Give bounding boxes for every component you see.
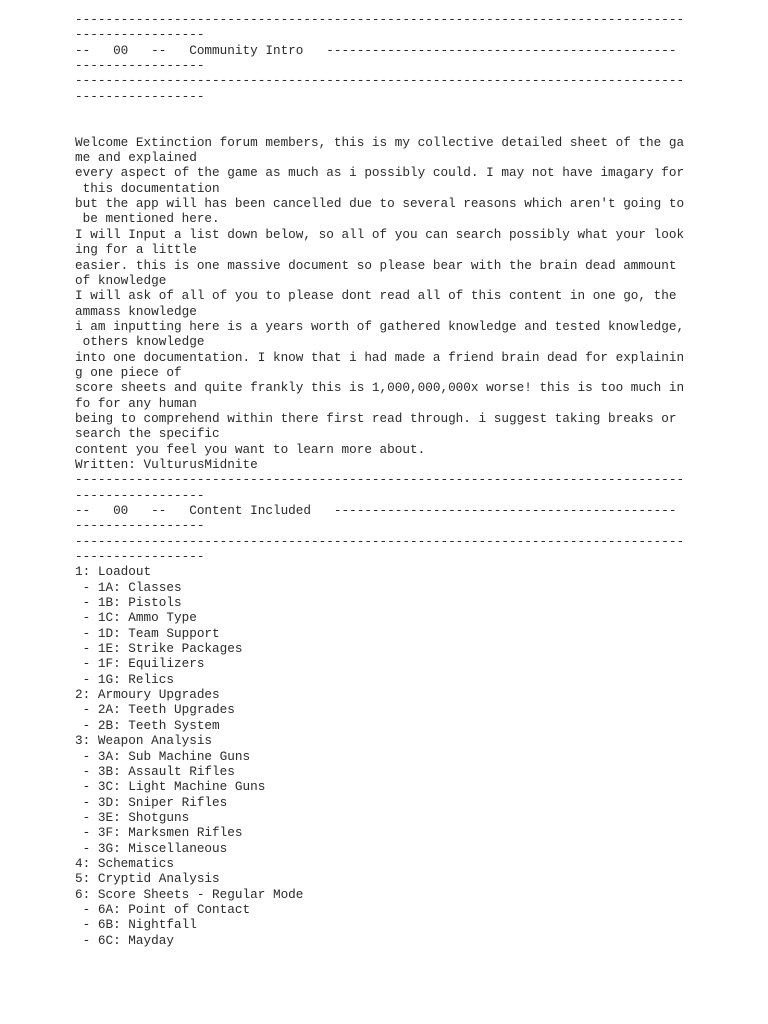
- toc-section-item: 6: Score Sheets - Regular Mode: [75, 886, 304, 902]
- text-line: Welcome Extinction forum members, this is my collective detailed sheet of the ga: [75, 134, 685, 150]
- document-body: [75, 12, 755, 948]
- toc-section-item: 5: Cryptid Analysis: [75, 871, 220, 887]
- toc-subsection-item: - 1G: Relics: [75, 671, 174, 687]
- separator-line: --------------------------------------------------------------------------------: [75, 73, 685, 89]
- text-line: content you feel you want to learn more about.: [75, 441, 426, 457]
- text-line: being to comprehend within there first read through. i suggest taking breaks or: [75, 410, 677, 426]
- toc-subsection-item: - 3G: Miscellaneous: [75, 840, 228, 856]
- toc-subsection-item: - 6C: Mayday: [75, 932, 174, 948]
- toc-subsection-item: - 1D: Team Support: [75, 625, 220, 641]
- toc-section-item: 2: Armoury Upgrades: [75, 687, 220, 703]
- text-line: I will ask of all of you to please dont read all of this content in one go, the: [75, 288, 677, 304]
- separator-line: --------------------------------------------------------------------------------: [75, 533, 685, 549]
- text-line: I will Input a list down below, so all of you can search possibly what your look: [75, 226, 685, 242]
- separator-line: --------------------------------------------------------------------------------: [75, 472, 685, 488]
- text-line: ing for a little: [75, 242, 197, 258]
- text-line: me and explained: [75, 150, 197, 166]
- toc-subsection-item: - 1A: Classes: [75, 579, 182, 595]
- separator-line: -----------------: [75, 27, 205, 43]
- text-line: others knowledge: [75, 334, 205, 350]
- text-line: into one documentation. I know that i had made a friend brain dead for explainin: [75, 349, 685, 365]
- toc-subsection-item: - 2B: Teeth System: [75, 717, 220, 733]
- text-line: every aspect of the game as much as i possibly could. I may not have imagary for: [75, 165, 685, 181]
- toc-section-item: 3: Weapon Analysis: [75, 733, 213, 749]
- toc-subsection-item: - 3E: Shotguns: [75, 809, 190, 825]
- text-line: ammass knowledge: [75, 303, 197, 319]
- toc-subsection-item: - 1F: Equilizers: [75, 656, 205, 672]
- text-line: but the app will has been cancelled due to several reasons which aren't going to: [75, 196, 685, 212]
- text-line: fo for any human: [75, 395, 197, 411]
- text-line: i am inputting here is a years worth of gathered knowledge and tested knowledge,: [75, 318, 685, 334]
- separator-line: -----------------: [75, 58, 205, 74]
- separator-line: --------------------------------------------------------------------------------: [75, 12, 685, 27]
- text-line: Written: VulturusMidnite: [75, 456, 258, 472]
- text-line: score sheets and quite frankly this is 1,000,000,000x worse! this is too much in: [75, 380, 685, 396]
- text-line: search the specific: [75, 426, 220, 442]
- toc-subsection-item: - 6A: Point of Contact: [75, 901, 251, 917]
- toc-section-item: 4: Schematics: [75, 855, 174, 871]
- toc-subsection-item: - 1C: Ammo Type: [75, 610, 197, 626]
- blank-line: [75, 119, 755, 134]
- text-line: easier. this is one massive document so please bear with the brain dead ammount: [75, 257, 677, 273]
- separator-line: -----------------: [75, 549, 205, 565]
- text-line: g one piece of: [75, 364, 182, 380]
- toc-subsection-item: - 3A: Sub Machine Guns: [75, 748, 251, 764]
- section-heading: -- 00 -- Content Included ---------------------------------------------: [75, 503, 677, 518]
- toc-subsection-item: - 1B: Pistols: [75, 595, 182, 611]
- text-line: this documentation: [75, 180, 220, 196]
- section-heading: -- 00 -- Community Intro ----------------------------------------------: [75, 42, 677, 58]
- toc-subsection-item: - 6B: Nightfall: [75, 917, 197, 933]
- blank-line: [75, 104, 755, 119]
- toc-subsection-item: - 1E: Strike Packages: [75, 641, 243, 657]
- toc-subsection-item: - 3B: Assault Rifles: [75, 763, 235, 779]
- toc-subsection-item: - 3C: Light Machine Guns: [75, 779, 266, 795]
- text-line: of knowledge: [75, 272, 167, 288]
- toc-section-item: 1: Loadout: [75, 564, 152, 580]
- separator-line: -----------------: [75, 487, 205, 503]
- text-line: be mentioned here.: [75, 211, 220, 227]
- toc-subsection-item: - 3F: Marksmen Rifles: [75, 825, 243, 841]
- separator-line: -----------------: [75, 88, 205, 104]
- toc-subsection-item: - 2A: Teeth Upgrades: [75, 702, 235, 718]
- toc-subsection-item: - 3D: Sniper Rifles: [75, 794, 228, 810]
- separator-line: -----------------: [75, 518, 205, 534]
